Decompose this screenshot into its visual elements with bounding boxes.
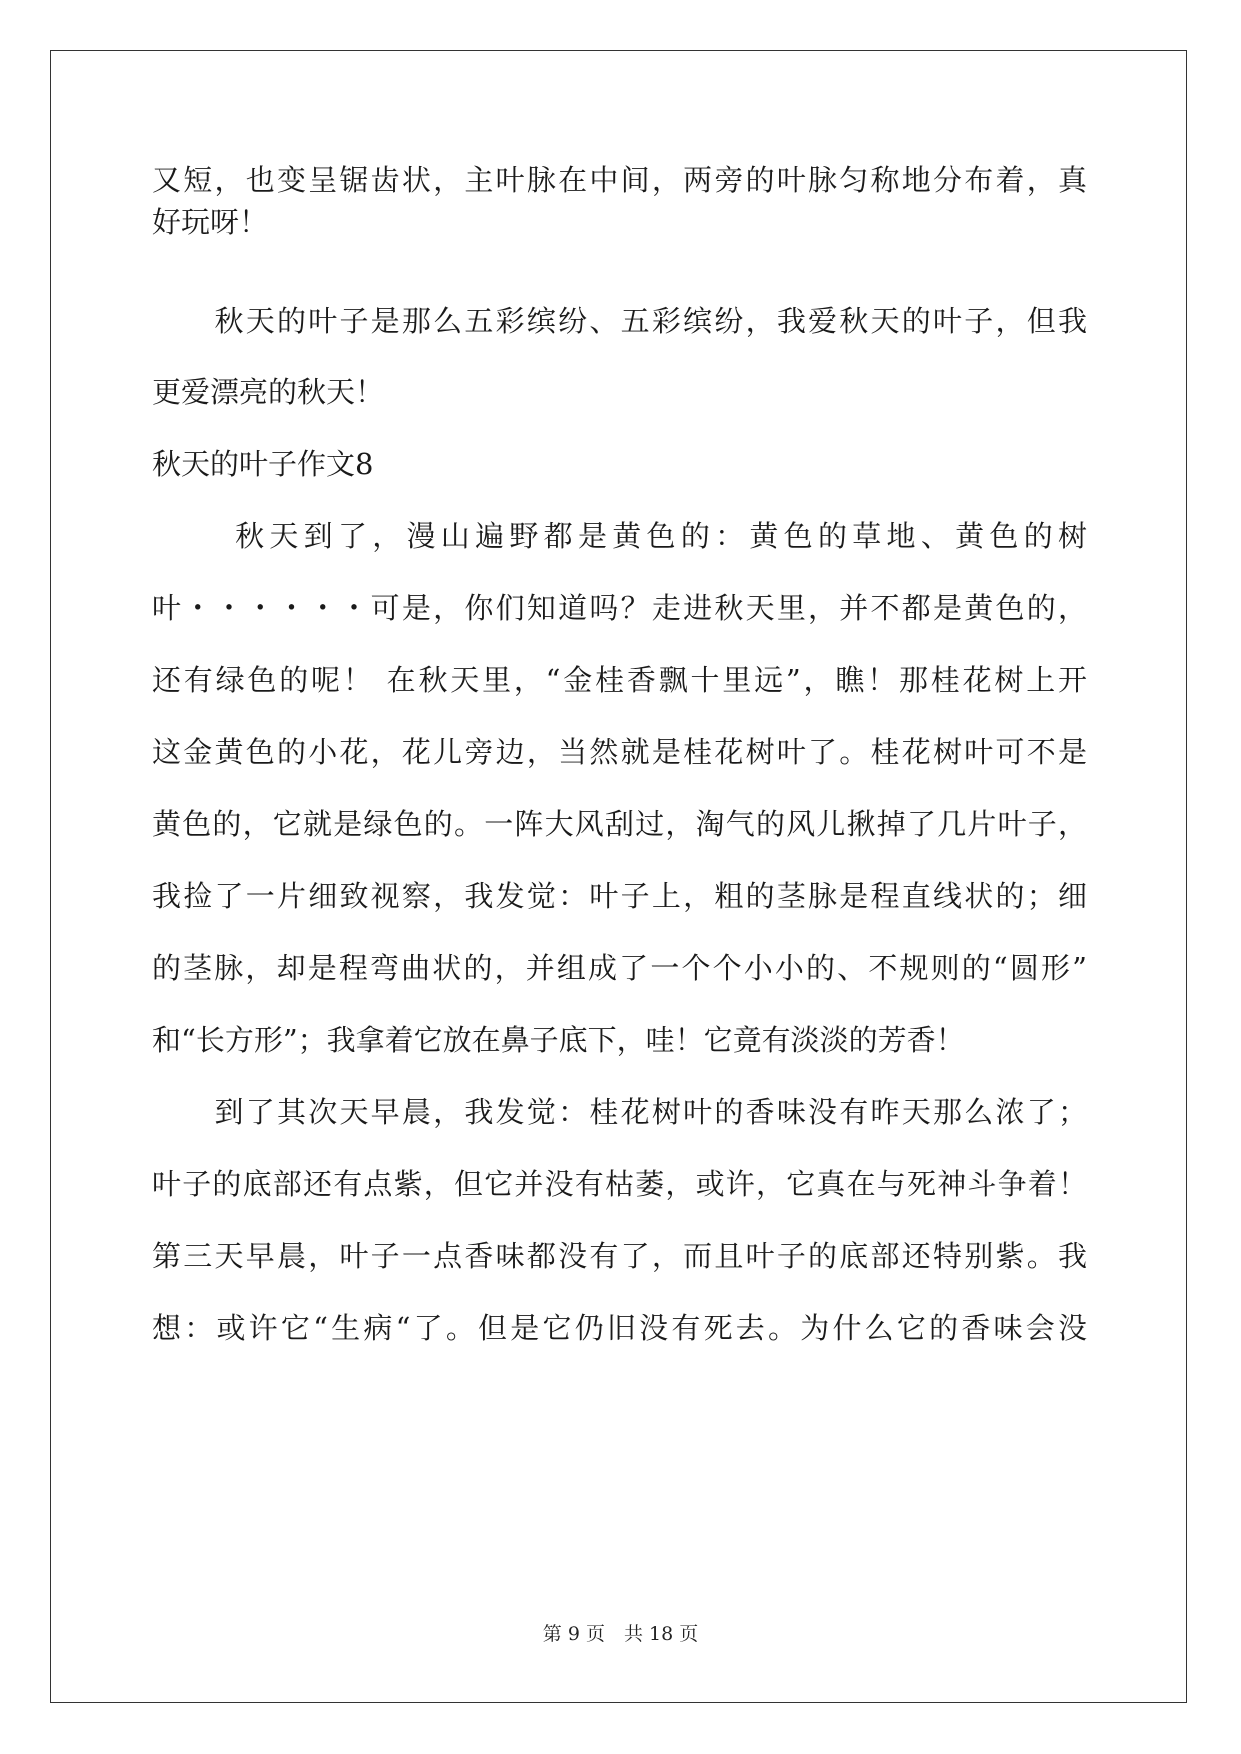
text-line: 更爱漂亮的秋天！ bbox=[152, 375, 385, 409]
text-line: 到了其次天早晨，我发觉：桂花树叶的香味没有昨天那么浓了； bbox=[152, 1095, 1087, 1129]
text-line: 好玩呀！ bbox=[152, 205, 269, 239]
text-line: 叶・・・・・・可是，你们知道吗？走进秋天里，并不都是黄色的， bbox=[152, 591, 1087, 625]
text-line: 还有绿色的呢！ 在秋天里，“金桂香飘十里远”，瞧！那桂花树上开 bbox=[152, 663, 1087, 697]
text-line: 秋天的叶子是那么五彩缤纷、五彩缤纷，我爱秋天的叶子，但我 bbox=[152, 304, 1087, 338]
section-heading: 秋天的叶子作文8 bbox=[152, 447, 374, 481]
text-line: 又短，也变呈锯齿状，主叶脉在中间，两旁的叶脉匀称地分布着，真 bbox=[152, 163, 1087, 197]
text-line: 想：或许它“生病“了。但是它仍旧没有死去。为什么它的香味会没 bbox=[152, 1311, 1087, 1345]
text-line: 秋天到了，漫山遍野都是黄色的：黄色的草地、黄色的树 bbox=[152, 519, 1087, 553]
text-line: 这金黄色的小花，花儿旁边，当然就是桂花树叶了。桂花树叶可不是 bbox=[152, 735, 1087, 769]
page-number: 第 9 页 共 18 页 bbox=[542, 1623, 699, 1645]
text-line: 叶子的底部还有点紫，但它并没有枯萎，或许，它真在与死神斗争着！ bbox=[152, 1167, 1087, 1201]
text-line: 第三天早晨，叶子一点香味都没有了，而且叶子的底部还特别紫。我 bbox=[152, 1239, 1087, 1273]
text-line: 和“长方形”；我拿着它放在鼻子底下，哇！它竟有淡淡的芳香！ bbox=[152, 1023, 965, 1057]
text-line: 我捡了一片细致视察，我发觉：叶子上，粗的茎脉是程直线状的；细 bbox=[152, 879, 1087, 913]
text-line: 的茎脉，却是程弯曲状的，并组成了一个个小小的、不规则的“圆形” bbox=[152, 951, 1087, 985]
text-line: 黄色的，它就是绿色的。一阵大风刮过，淘气的风儿揪掉了几片叶子， bbox=[152, 807, 1087, 841]
